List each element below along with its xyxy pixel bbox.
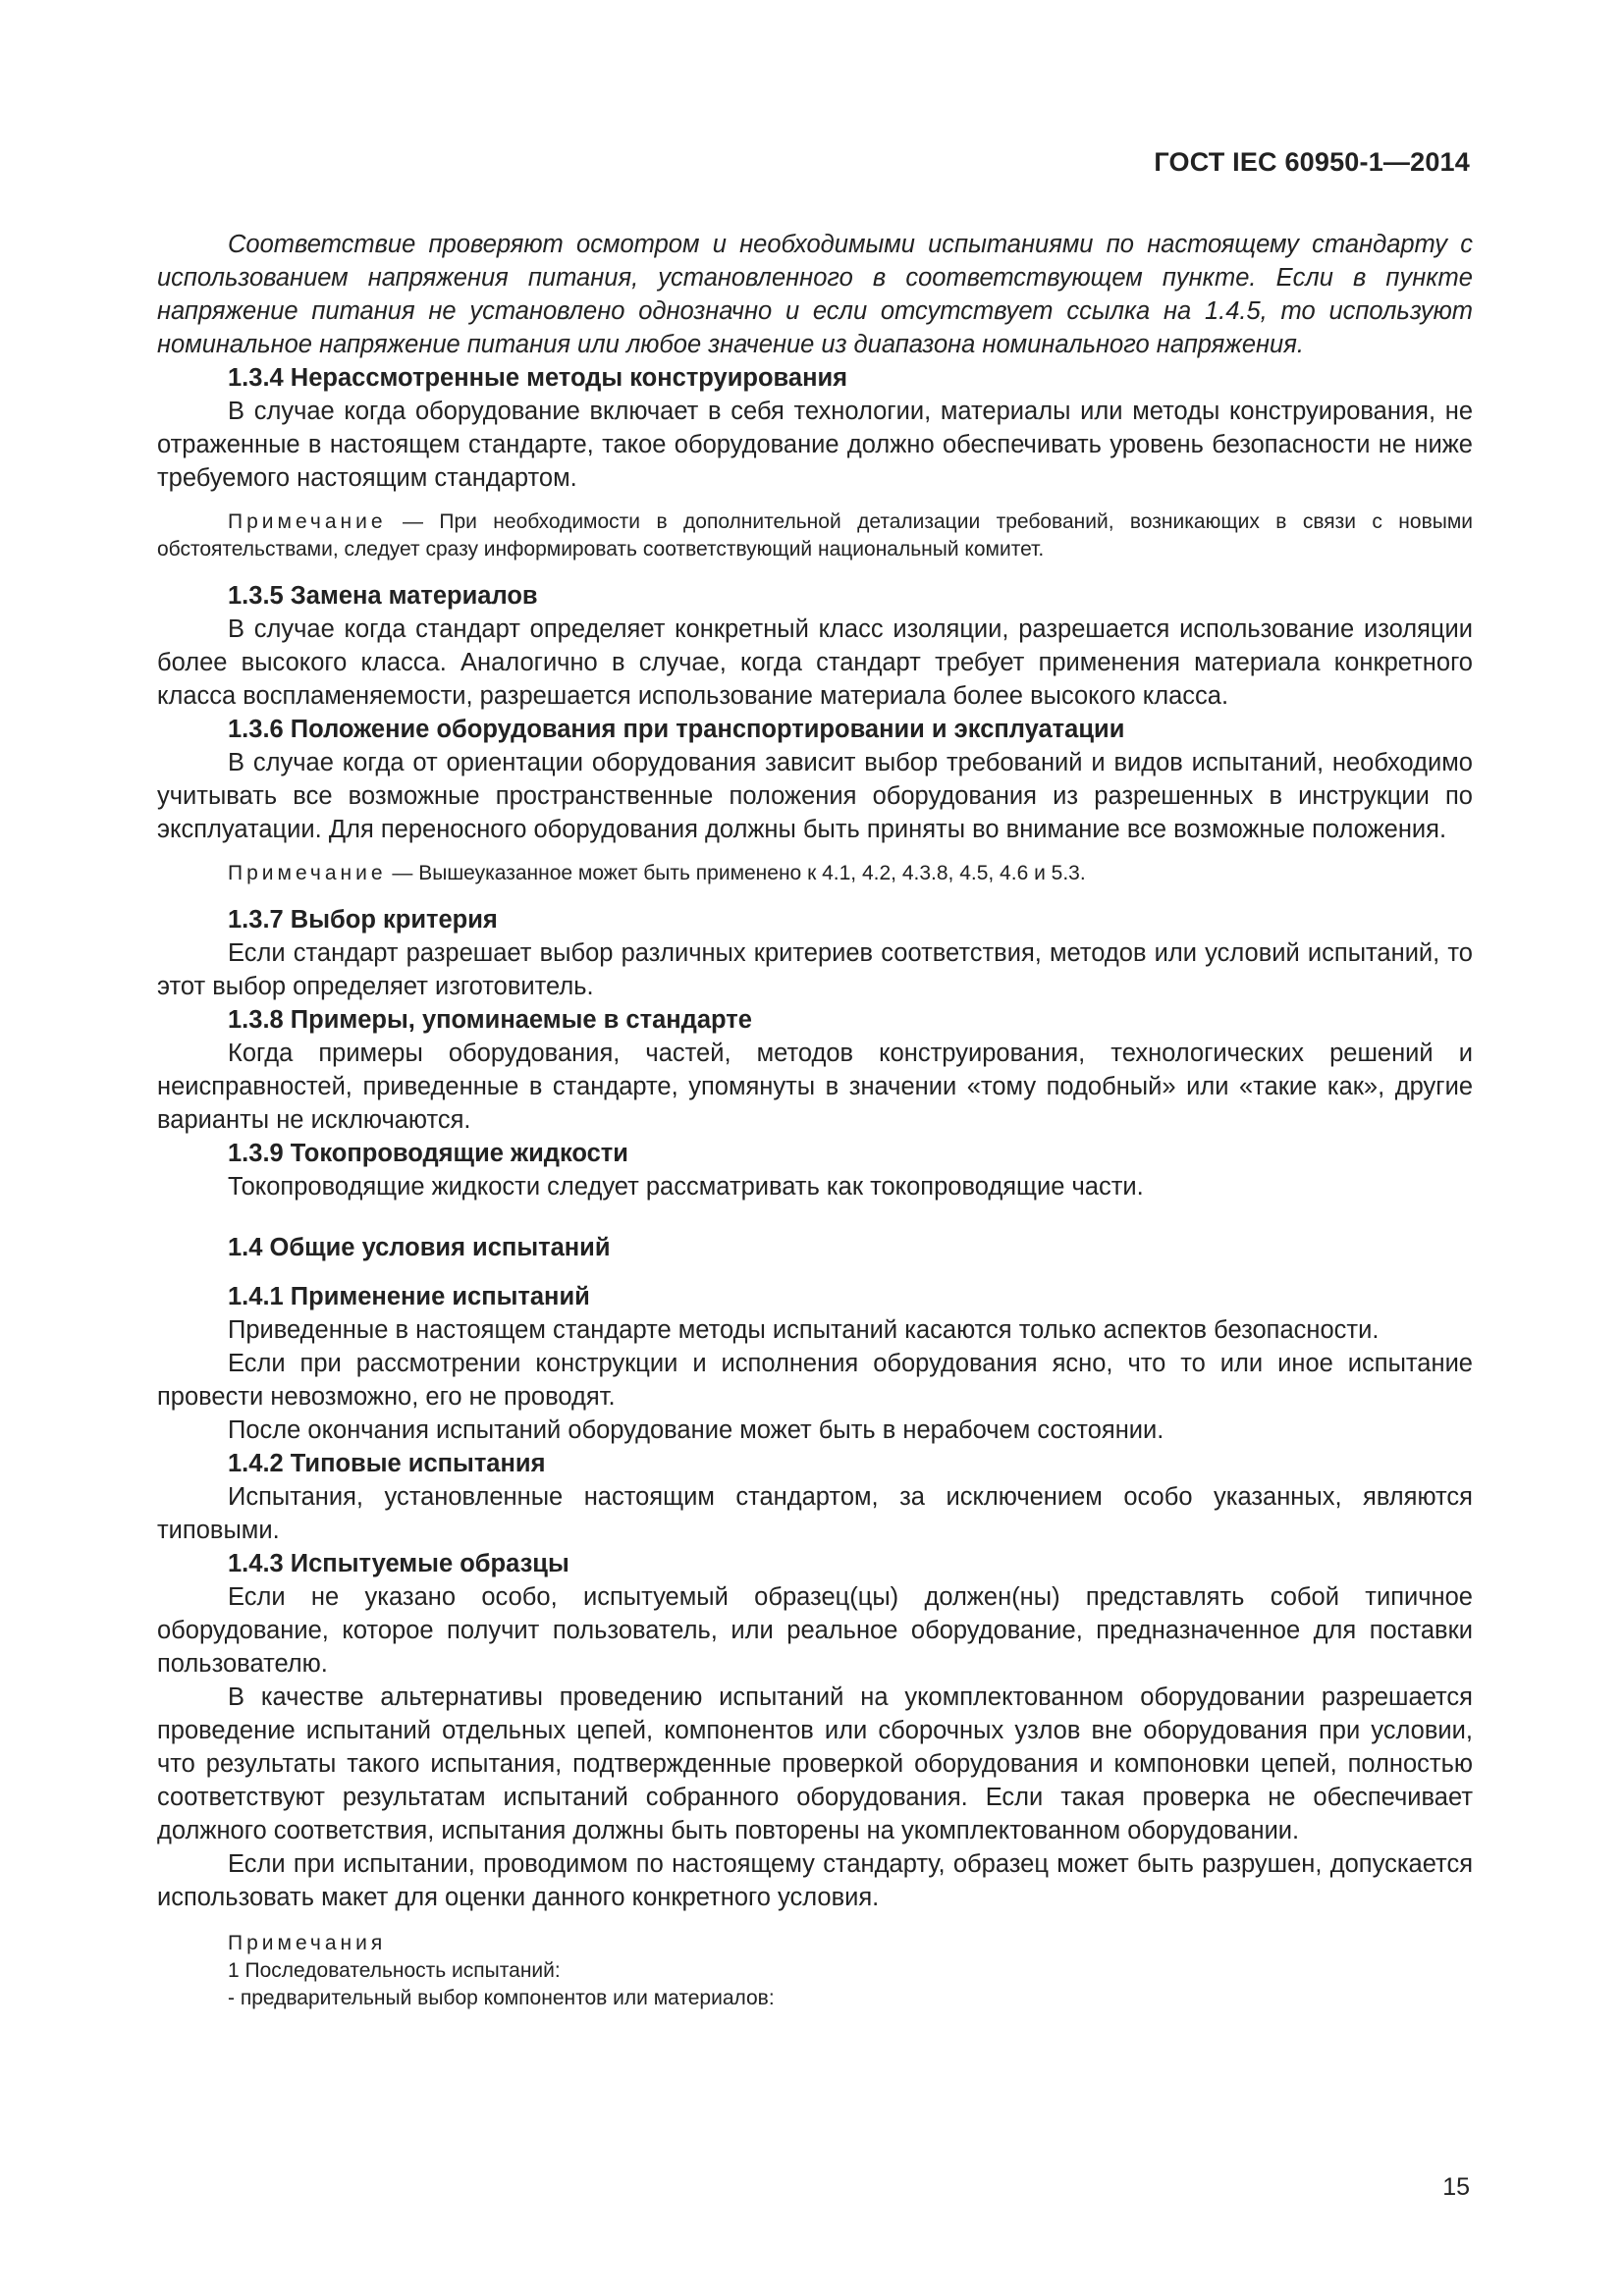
paragraph-1-3-6: В случае когда от ориентации оборудования зависит выбор требований и видов испытаний, необходимо учитывать все возможные пространственные положения оборудования из разрешенных в инструкции по эксплуатации. Для переносного оборудования должны быть приняты во внимание все возможные положения.	[157, 749, 1473, 843]
note-label: Примечание	[228, 510, 387, 533]
note-text: — При необходимости в дополнительной детализации требований, возникающих в связи с новыми обстоятельствами, следует сразу информировать соответствующий национальный комитет.	[157, 510, 1473, 561]
heading-1-3-5: 1.3.5 Замена материалов	[228, 582, 538, 610]
heading-1-4-1: 1.4.1 Применение испытаний	[228, 1283, 590, 1310]
paragraph-1-3-9: Токопроводящие жидкости следует рассматривать как токопроводящие части.	[228, 1173, 1144, 1201]
page-number: 15	[1442, 2173, 1470, 2201]
heading-1-4-2: 1.4.2 Типовые испытания	[228, 1450, 546, 1477]
paragraph-1-4-2: Испытания, установленные настоящим стандартом, за исключением особо указанных, являются типовыми.	[157, 1483, 1473, 1544]
paragraph-1-4-3-c: Если при испытании, проводимом по настоящему стандарту, образец может быть разрушен, допускается использовать макет для оценки данного конкретного условия.	[157, 1850, 1473, 1911]
paragraph-1-3-7: Если стандарт разрешает выбор различных критериев соответствия, методов или условий испытаний, то этот выбор определяет изготовитель.	[157, 939, 1473, 1000]
paragraph-1-4-1-c: После окончания испытаний оборудование может быть в нерабочем состоянии.	[228, 1416, 1164, 1444]
intro-paragraph: Соответствие проверяют осмотром и необходимыми испытаниями по настоящему стандарту с использованием напряжения питания, установленного в соответствующем пункте. Если в пункте напряжение питания не установлено однозначно и если отсутствует ссылка на 1.4.5, то используют номинальное напряжение питания или любое значение из диапазона номинального напряжения.	[157, 231, 1473, 358]
notes-block-1-4-3	[157, 1930, 1473, 2012]
paragraph-1-4-1-a: Приведенные в настоящем стандарте методы испытаний касаются только аспектов безопасности.	[228, 1316, 1380, 1344]
note-1-3-6	[157, 860, 1473, 887]
note-list-item: - предварительный выбор компонентов или материалов:	[228, 1987, 775, 2009]
paragraph-1-4-3-b: В качестве альтернативы проведению испытаний на укомплектованном оборудовании разрешается проведение испытаний отдельных цепей, компонентов или сборочных узлов вне оборудования при условии, что результаты такого испытания, подтвержденные проверкой оборудования и компоновки цепей, полностью соответствуют результатам испытаний собранного оборудования. Если такая проверка не обеспечивает должного соответствия, испытания должны быть повторены на укомплектованном оборудовании.	[157, 1683, 1473, 1844]
notes-title: Примечания	[228, 1932, 387, 1954]
heading-1-3-8: 1.3.8 Примеры, упоминаемые в стандарте	[228, 1006, 752, 1034]
heading-1-3-6: 1.3.6 Положение оборудования при транспортировании и эксплуатации	[228, 716, 1125, 743]
heading-1-3-9: 1.3.9 Токопроводящие жидкости	[228, 1140, 628, 1167]
note-text: — Вышеуказанное может быть применено к 4.1, 4.2, 4.3.8, 4.5, 4.6 и 5.3.	[386, 862, 1086, 884]
note-1-3-4	[157, 508, 1473, 563]
paragraph-1-3-8: Когда примеры оборудования, частей, методов конструирования, технологических решений и неисправностей, приведенные в стандарте, упомянуты в значении «тому подобный» или «такие как», другие варианты не исключаются.	[157, 1040, 1473, 1134]
paragraph-1-4-3-a: Если не указано особо, испытуемый образец(цы) должен(ны) представлять собой типичное оборудование, которое получит пользователь, или реальное оборудование, предназначенное для поставки пользователю.	[157, 1583, 1473, 1678]
document-header: ГОСТ IEC 60950-1—2014	[1154, 147, 1470, 177]
heading-1-3-4: 1.3.4 Нерассмотренные методы конструирования	[228, 364, 848, 392]
paragraph-1-3-4: В случае когда оборудование включает в себя технологии, материалы или методы конструирования, не отраженные в настоящем стандарте, такое оборудование должно обеспечивать уровень безопасности не ниже требуемого настоящим стандартом.	[157, 398, 1473, 492]
heading-1-3-7: 1.3.7 Выбор критерия	[228, 906, 498, 934]
note-item-1: 1 Последовательность испытаний:	[228, 1959, 561, 1982]
section-heading-1-4: 1.4 Общие условия испытаний	[228, 1234, 611, 1261]
heading-1-4-3: 1.4.3 Испытуемые образцы	[228, 1550, 569, 1577]
note-label: Примечание	[228, 862, 387, 884]
page-content	[157, 228, 1473, 2012]
paragraph-1-3-5: В случае когда стандарт определяет конкретный класс изоляции, разрешается использование изоляции более высокого класса. Аналогично в случае, когда стандарт требует применения материала конкретного класса воспламеняемости, разрешается использование материала более высокого класса.	[157, 615, 1473, 710]
paragraph-1-4-1-b: Если при рассмотрении конструкции и исполнения оборудования ясно, что то или иное испытание провести невозможно, его не проводят.	[157, 1350, 1473, 1411]
